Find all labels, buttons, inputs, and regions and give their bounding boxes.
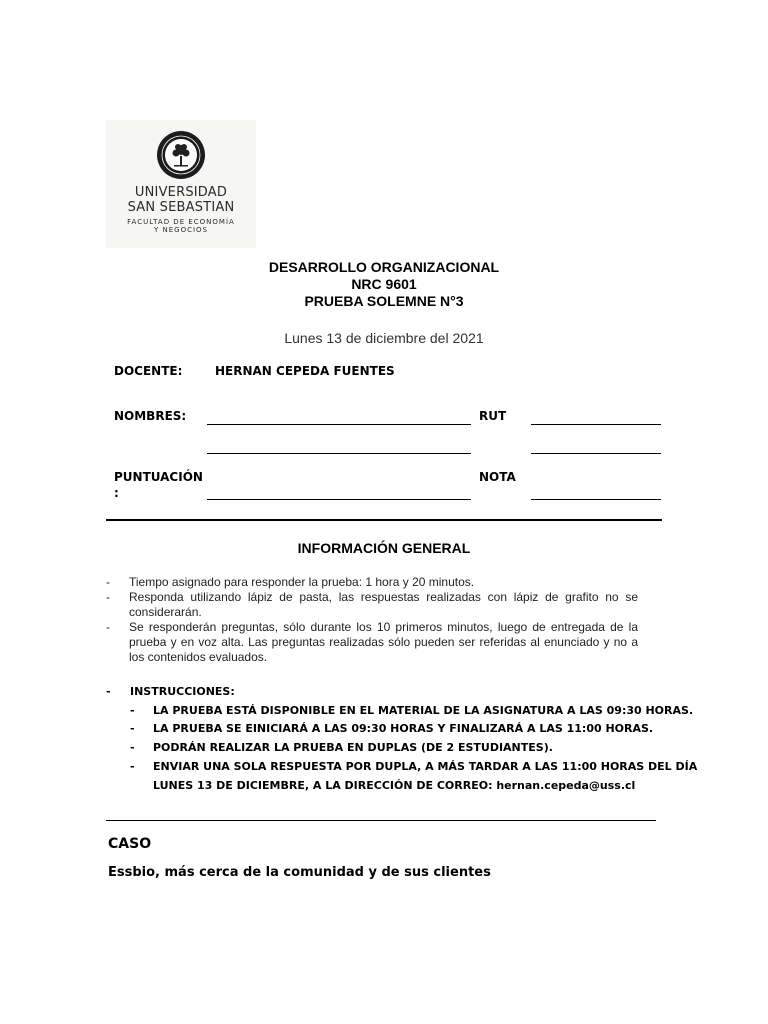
instruction-dash-1: - bbox=[130, 704, 135, 717]
logo-line-4: Y NEGOCIOS bbox=[154, 226, 208, 234]
info-bullet-1-text: Tiempo asignado para responder la prueba: 1 hora y 20 minutos. bbox=[129, 575, 475, 589]
puntuacion-colon: : bbox=[114, 486, 119, 500]
puntuacion-line[interactable] bbox=[207, 499, 471, 500]
logo-line-2: SAN SEBASTIAN bbox=[127, 200, 235, 215]
course-title: DESARROLLO ORGANIZACIONAL bbox=[268, 259, 500, 275]
logo-line-1: UNIVERSIDAD bbox=[134, 185, 228, 200]
info-bullet-1 bbox=[106, 575, 662, 590]
info-bullet-3 bbox=[106, 620, 662, 665]
university-logo bbox=[106, 120, 256, 248]
instruction-dash-2: - bbox=[130, 722, 135, 735]
bullet-dash: - bbox=[106, 575, 110, 589]
info-bullet-3-text-b: prueba y en voz alta. Las preguntas realizadas sólo pueden ser referidas al enunciado y no a bbox=[129, 635, 638, 649]
university-seal-icon bbox=[156, 130, 206, 180]
instruction-item-1: LA PRUEBA ESTÁ DISPONIBLE EN EL MATERIAL DE LA ASIGNATURA A LAS 09:30 HORAS. bbox=[153, 704, 694, 717]
nota-label: NOTA bbox=[479, 470, 516, 484]
section-divider bbox=[106, 519, 662, 521]
info-bullet-2-text-a: Responda utilizando lápiz de pasta, las respuestas realizadas con lápiz de grafito no se bbox=[129, 590, 638, 604]
exam-title: PRUEBA SOLEMNE N°3 bbox=[304, 293, 464, 309]
info-heading: INFORMACIÓN GENERAL bbox=[297, 540, 471, 556]
nombres-label: NOMBRES: bbox=[114, 409, 187, 423]
logo-line-3: FACULTAD DE ECONOMÍA bbox=[127, 218, 235, 226]
rut-label: RUT bbox=[479, 409, 507, 423]
info-bullet-2-text-b: considerarán. bbox=[129, 605, 202, 619]
bullet-dash: - bbox=[106, 590, 110, 604]
puntuacion-label: PUNTUACIÓN bbox=[114, 470, 203, 484]
instructions-dash: - bbox=[106, 685, 111, 698]
case-heading: CASO bbox=[108, 836, 152, 852]
info-bullet-3-text-c: los contenidos evaluados. bbox=[129, 650, 268, 664]
instruction-dash-3: - bbox=[130, 741, 135, 754]
nota-line[interactable] bbox=[531, 499, 661, 500]
rut-line-2[interactable] bbox=[531, 453, 661, 454]
instructions-heading: INSTRUCCIONES: bbox=[130, 685, 235, 698]
docente-label: DOCENTE: bbox=[114, 364, 183, 378]
instruction-item-3: PODRÁN REALIZAR LA PRUEBA EN DUPLAS (DE 2 ESTUDIANTES). bbox=[153, 741, 553, 754]
info-bullet-2 bbox=[106, 590, 662, 620]
instruction-item-4a: ENVIAR UNA SOLA RESPUESTA POR DUPLA, A MÁS TARDAR A LAS 11:00 HORAS DEL DÍA bbox=[153, 760, 698, 773]
instruction-item-2: LA PRUEBA SE EINICIARÁ A LAS 09:30 HORAS Y FINALIZARÁ A LAS 11:00 HORAS. bbox=[153, 722, 654, 735]
bullet-dash: - bbox=[106, 620, 110, 634]
docente-value: HERNAN CEPEDA FUENTES bbox=[215, 364, 395, 378]
instruction-dash-4: - bbox=[130, 760, 135, 773]
course-code: NRC 9601 bbox=[351, 276, 417, 292]
info-bullet-3-text-a: Se responderán preguntas, sólo durante los 10 primeros minutos, luego de entregada de la bbox=[129, 620, 638, 634]
instruction-item-4b: LUNES 13 DE DICIEMBRE, A LA DIRECCIÓN DE CORREO: hernan.cepeda@uss.cl bbox=[153, 779, 636, 792]
nombres-line-2[interactable] bbox=[207, 453, 471, 454]
exam-date: Lunes 13 de diciembre del 2021 bbox=[284, 330, 484, 346]
case-divider bbox=[106, 820, 656, 821]
nombres-line-1[interactable] bbox=[207, 424, 471, 425]
case-title: Essbio, más cerca de la comunidad y de sus clientes bbox=[108, 865, 491, 880]
rut-line-1[interactable] bbox=[531, 424, 661, 425]
